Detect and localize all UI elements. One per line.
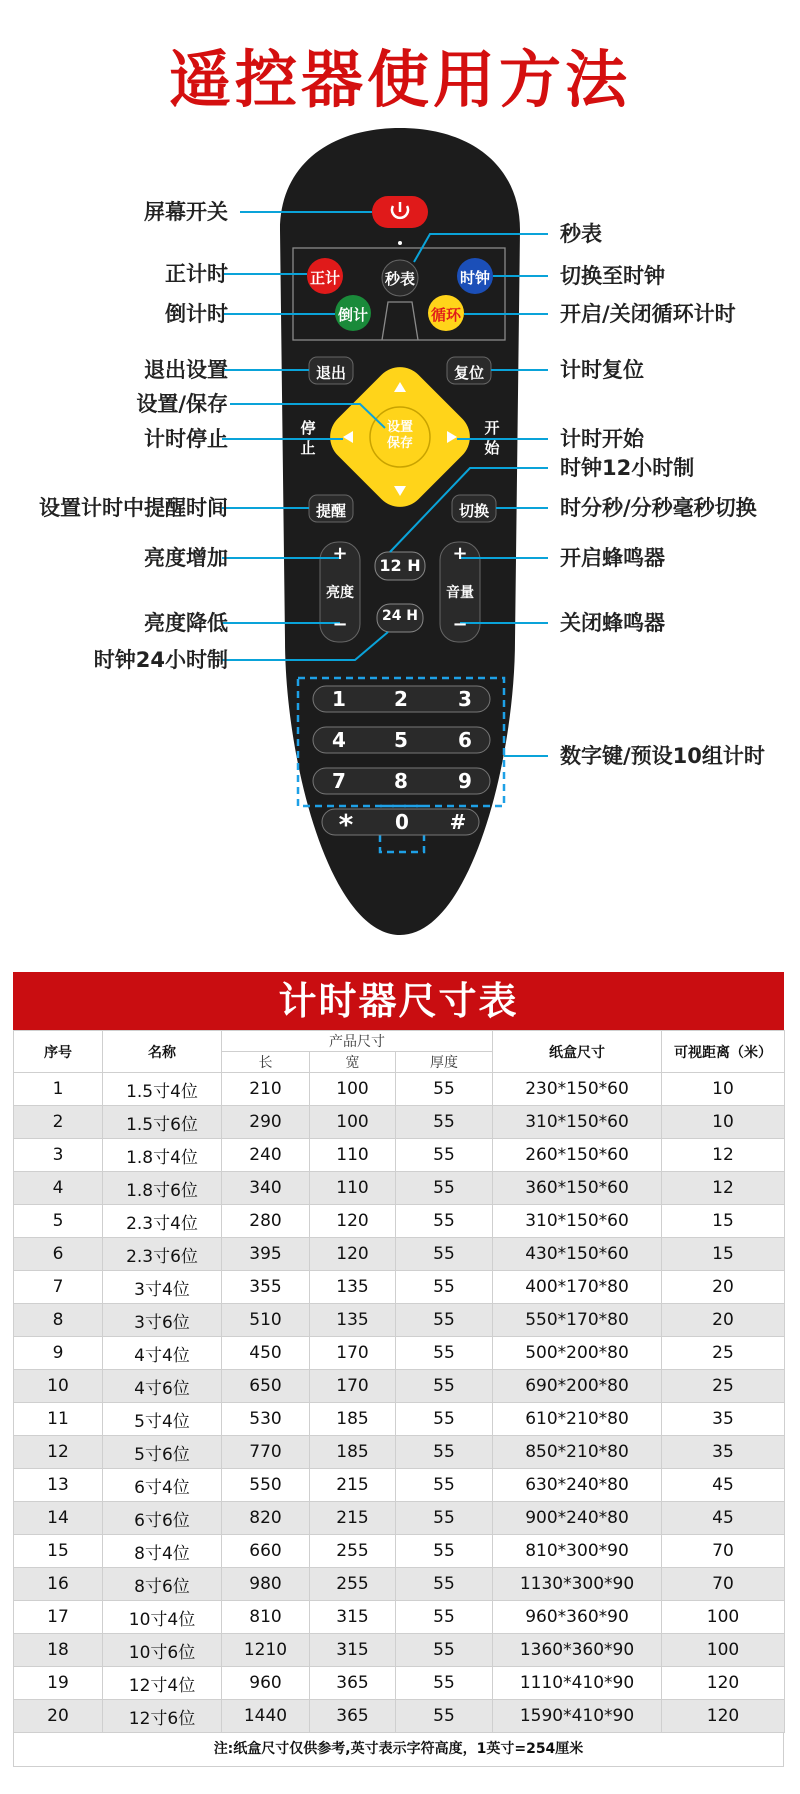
table-cell: 900*240*80 xyxy=(493,1502,662,1535)
table-cell: 230*150*60 xyxy=(493,1073,662,1106)
table-cell: 120 xyxy=(310,1205,396,1238)
table-cell: 14 xyxy=(14,1502,103,1535)
table-cell: 12寸4位 xyxy=(103,1667,222,1700)
key-6[interactable]: 6 xyxy=(458,728,472,752)
table-cell: 255 xyxy=(310,1568,396,1601)
label-clock: 切换至时钟 xyxy=(560,264,665,288)
table-cell: 355 xyxy=(222,1271,310,1304)
key-3[interactable]: 3 xyxy=(458,687,472,711)
table-cell: 630*240*80 xyxy=(493,1469,662,1502)
key-0[interactable]: 0 xyxy=(395,810,409,834)
label-exit: 退出设置 xyxy=(144,358,228,382)
table-cell: 5寸6位 xyxy=(103,1436,222,1469)
table-cell: 690*200*80 xyxy=(493,1370,662,1403)
table-cell: 1590*410*90 xyxy=(493,1700,662,1733)
table-cell: 550 xyxy=(222,1469,310,1502)
count-up-label[interactable]: 正计 xyxy=(309,269,340,287)
start-label[interactable] xyxy=(482,418,502,458)
stop-label[interactable] xyxy=(298,418,318,458)
label-numbers: 数字键/预设10组计时 xyxy=(560,744,765,768)
table-cell: 170 xyxy=(310,1370,396,1403)
table-cell: 315 xyxy=(310,1601,396,1634)
table-cell: 5寸4位 xyxy=(103,1403,222,1436)
key-7[interactable]: 7 xyxy=(332,769,346,793)
stop-line-2: 止 xyxy=(300,439,316,457)
table-cell: 45 xyxy=(662,1469,785,1502)
table-cell: 820 xyxy=(222,1502,310,1535)
key-2[interactable]: 2 xyxy=(394,687,408,711)
table-cell: 20 xyxy=(14,1700,103,1733)
table-row xyxy=(14,1469,785,1502)
label-set-save: 设置/保存 xyxy=(136,392,228,416)
table-cell: 45 xyxy=(662,1502,785,1535)
label-start: 计时开始 xyxy=(560,427,644,451)
table-cell: 55 xyxy=(396,1700,493,1733)
table-cell: 8寸4位 xyxy=(103,1535,222,1568)
table-cell: 13 xyxy=(14,1469,103,1502)
volume-plus[interactable]: + xyxy=(452,543,468,564)
remind-label[interactable]: 提醒 xyxy=(315,502,346,520)
table-cell: 135 xyxy=(310,1271,396,1304)
table-cell: 55 xyxy=(396,1568,493,1601)
header-box: 纸盒尺寸 xyxy=(493,1031,662,1073)
table-cell: 6寸4位 xyxy=(103,1469,222,1502)
h12-label[interactable]: 12 H xyxy=(379,556,421,575)
table-cell: 1110*410*90 xyxy=(493,1667,662,1700)
label-bright-down: 亮度降低 xyxy=(144,611,228,635)
table-cell: 215 xyxy=(310,1469,396,1502)
table-cell: 35 xyxy=(662,1436,785,1469)
key-hash[interactable]: # xyxy=(449,810,467,834)
brightness-label: 亮度 xyxy=(326,585,354,601)
stopwatch-label[interactable]: 秒表 xyxy=(384,270,415,288)
table-row xyxy=(14,1172,785,1205)
count-down-label[interactable]: 倒计 xyxy=(337,306,368,324)
switch-label[interactable]: 切换 xyxy=(458,502,489,520)
table-row xyxy=(14,1205,785,1238)
table-row xyxy=(14,1700,785,1733)
table-cell: 9 xyxy=(14,1337,103,1370)
table-cell: 10寸6位 xyxy=(103,1634,222,1667)
reset-label[interactable]: 复位 xyxy=(453,364,484,382)
table-cell: 10寸4位 xyxy=(103,1601,222,1634)
table-note: 注:纸盒尺寸仅供参考,英寸表示字符高度，1英寸=254厘米 xyxy=(13,1733,784,1767)
table-cell: 7 xyxy=(14,1271,103,1304)
table-cell: 215 xyxy=(310,1502,396,1535)
table-cell: 100 xyxy=(662,1634,785,1667)
volume-label: 音量 xyxy=(446,585,474,601)
table-cell: 660 xyxy=(222,1535,310,1568)
label-switch: 时分秒/分秒毫秒切换 xyxy=(560,496,757,520)
table-cell: 19 xyxy=(14,1667,103,1700)
table-cell: 55 xyxy=(396,1271,493,1304)
table-cell: 4 xyxy=(14,1172,103,1205)
label-remind: 设置计时中提醒时间 xyxy=(39,496,228,520)
table-cell: 1210 xyxy=(222,1634,310,1667)
header-thickness: 厚度 xyxy=(396,1052,493,1073)
table-cell: 55 xyxy=(396,1634,493,1667)
table-cell: 70 xyxy=(662,1568,785,1601)
table-cell: 1440 xyxy=(222,1700,310,1733)
table-cell: 1130*300*90 xyxy=(493,1568,662,1601)
label-buzzer-on: 开启蜂鸣器 xyxy=(560,546,665,570)
table-cell: 100 xyxy=(310,1073,396,1106)
table-title: 计时器尺寸表 xyxy=(13,972,784,1030)
label-stop: 计时停止 xyxy=(144,427,228,451)
exit-label[interactable]: 退出 xyxy=(315,364,346,382)
table-cell: 450 xyxy=(222,1337,310,1370)
table-cell: 10 xyxy=(14,1370,103,1403)
table-cell: 360*150*60 xyxy=(493,1172,662,1205)
table-row xyxy=(14,1634,785,1667)
table-cell: 55 xyxy=(396,1238,493,1271)
table-cell: 3寸4位 xyxy=(103,1271,222,1304)
table-cell: 55 xyxy=(396,1337,493,1370)
table-cell: 55 xyxy=(396,1469,493,1502)
table-cell: 55 xyxy=(396,1667,493,1700)
table-row xyxy=(14,1238,785,1271)
key-star[interactable]: * xyxy=(338,808,354,841)
table-cell: 18 xyxy=(14,1634,103,1667)
table-cell: 6寸6位 xyxy=(103,1502,222,1535)
table-cell: 25 xyxy=(662,1370,785,1403)
volume-minus[interactable]: − xyxy=(452,614,468,635)
label-count-down: 倒计时 xyxy=(165,302,228,326)
table-cell: 12 xyxy=(662,1139,785,1172)
label-stopwatch: 秒表 xyxy=(560,222,602,246)
table-cell: 280 xyxy=(222,1205,310,1238)
loop-label[interactable]: 循环 xyxy=(430,306,461,324)
key-8[interactable]: 8 xyxy=(394,769,408,793)
header-no: 序号 xyxy=(14,1031,103,1073)
table-cell: 810*300*90 xyxy=(493,1535,662,1568)
table-row xyxy=(14,1667,785,1700)
table-body xyxy=(14,1073,785,1733)
table-row xyxy=(14,1502,785,1535)
table-cell: 16 xyxy=(14,1568,103,1601)
table-cell: 500*200*80 xyxy=(493,1337,662,1370)
label-count-up: 正计时 xyxy=(165,262,228,286)
table-cell: 20 xyxy=(662,1271,785,1304)
table-cell: 55 xyxy=(396,1073,493,1106)
table-cell: 15 xyxy=(14,1535,103,1568)
table-cell: 1.5寸6位 xyxy=(103,1106,222,1139)
start-line-1: 开 xyxy=(484,419,500,437)
table-cell: 110 xyxy=(310,1172,396,1205)
table-cell: 55 xyxy=(396,1436,493,1469)
label-buzzer-off: 关闭蜂鸣器 xyxy=(560,611,665,635)
table-cell: 55 xyxy=(396,1304,493,1337)
key-1[interactable]: 1 xyxy=(332,687,346,711)
start-line-2: 始 xyxy=(484,439,500,457)
table-cell: 55 xyxy=(396,1535,493,1568)
table-cell: 4寸4位 xyxy=(103,1337,222,1370)
key-9[interactable]: 9 xyxy=(458,769,472,793)
label-power: 屏幕开关 xyxy=(144,200,228,224)
table-cell: 310*150*60 xyxy=(493,1205,662,1238)
table-row xyxy=(14,1535,785,1568)
table-cell: 6 xyxy=(14,1238,103,1271)
table-cell: 315 xyxy=(310,1634,396,1667)
table-cell: 120 xyxy=(310,1238,396,1271)
table-cell: 10 xyxy=(662,1106,785,1139)
table-cell: 55 xyxy=(396,1139,493,1172)
table-row xyxy=(14,1601,785,1634)
table-cell: 4寸6位 xyxy=(103,1370,222,1403)
table-cell: 240 xyxy=(222,1139,310,1172)
set-save-label[interactable] xyxy=(380,420,420,452)
table-cell: 8寸6位 xyxy=(103,1568,222,1601)
table-row xyxy=(14,1304,785,1337)
table-cell: 810 xyxy=(222,1601,310,1634)
table-cell: 110 xyxy=(310,1139,396,1172)
table-row xyxy=(14,1337,785,1370)
table-cell: 55 xyxy=(396,1403,493,1436)
table-cell: 430*150*60 xyxy=(493,1238,662,1271)
table-cell: 3 xyxy=(14,1139,103,1172)
size-table xyxy=(13,972,784,1767)
header-product-size: 产品尺寸 xyxy=(222,1031,493,1052)
table-cell: 530 xyxy=(222,1403,310,1436)
table-cell: 1360*360*90 xyxy=(493,1634,662,1667)
label-h24: 时钟24小时制 xyxy=(93,648,228,672)
table-cell: 650 xyxy=(222,1370,310,1403)
table-cell: 10 xyxy=(662,1073,785,1106)
table-cell: 1.8寸6位 xyxy=(103,1172,222,1205)
table-cell: 25 xyxy=(662,1337,785,1370)
table-cell: 55 xyxy=(396,1370,493,1403)
table-cell: 260*150*60 xyxy=(493,1139,662,1172)
table-cell: 11 xyxy=(14,1403,103,1436)
key-5[interactable]: 5 xyxy=(394,728,408,752)
table-cell: 100 xyxy=(310,1106,396,1139)
table-cell: 365 xyxy=(310,1667,396,1700)
table-row xyxy=(14,1436,785,1469)
table-cell: 2.3寸6位 xyxy=(103,1238,222,1271)
table-cell: 8 xyxy=(14,1304,103,1337)
table-cell: 2.3寸4位 xyxy=(103,1205,222,1238)
table-cell: 1.5寸4位 xyxy=(103,1073,222,1106)
stop-line-1: 停 xyxy=(300,419,316,437)
table-row xyxy=(14,1568,785,1601)
label-reset: 计时复位 xyxy=(560,358,644,382)
table-cell: 15 xyxy=(662,1238,785,1271)
table-cell: 365 xyxy=(310,1700,396,1733)
table-cell: 70 xyxy=(662,1535,785,1568)
table-cell: 310*150*60 xyxy=(493,1106,662,1139)
table-cell: 55 xyxy=(396,1172,493,1205)
table-cell: 17 xyxy=(14,1601,103,1634)
table-row xyxy=(14,1073,785,1106)
table-cell: 395 xyxy=(222,1238,310,1271)
table-cell: 185 xyxy=(310,1436,396,1469)
table-cell: 550*170*80 xyxy=(493,1304,662,1337)
page-title: 遥控器使用方法 xyxy=(168,43,631,116)
table-cell: 770 xyxy=(222,1436,310,1469)
table-cell: 980 xyxy=(222,1568,310,1601)
brightness-minus[interactable]: − xyxy=(332,614,348,635)
table-row xyxy=(14,1139,785,1172)
table-cell: 120 xyxy=(662,1667,785,1700)
table-cell: 12 xyxy=(14,1436,103,1469)
table-cell: 610*210*80 xyxy=(493,1403,662,1436)
table-cell: 55 xyxy=(396,1205,493,1238)
table-cell: 960 xyxy=(222,1667,310,1700)
table-cell: 20 xyxy=(662,1304,785,1337)
table-row xyxy=(14,1403,785,1436)
table-cell: 12寸6位 xyxy=(103,1700,222,1733)
table-cell: 960*360*90 xyxy=(493,1601,662,1634)
table-cell: 55 xyxy=(396,1601,493,1634)
table-row xyxy=(14,1271,785,1304)
table-cell: 1 xyxy=(14,1073,103,1106)
table-cell: 5 xyxy=(14,1205,103,1238)
table-cell: 1.8寸4位 xyxy=(103,1139,222,1172)
table-cell: 290 xyxy=(222,1106,310,1139)
table-row xyxy=(14,1370,785,1403)
header-width: 宽 xyxy=(310,1052,396,1073)
label-h12: 时钟12小时制 xyxy=(560,456,695,480)
table-cell: 255 xyxy=(310,1535,396,1568)
table-cell: 55 xyxy=(396,1502,493,1535)
table-cell: 120 xyxy=(662,1700,785,1733)
header-name: 名称 xyxy=(103,1031,222,1073)
table-cell: 400*170*80 xyxy=(493,1271,662,1304)
table-cell: 3寸6位 xyxy=(103,1304,222,1337)
table-cell: 850*210*80 xyxy=(493,1436,662,1469)
label-bright-up: 亮度增加 xyxy=(144,546,228,570)
table-cell: 510 xyxy=(222,1304,310,1337)
table-cell: 100 xyxy=(662,1601,785,1634)
h24-label[interactable]: 24 H xyxy=(381,608,419,624)
key-4[interactable]: 4 xyxy=(332,728,346,752)
table-cell: 2 xyxy=(14,1106,103,1139)
table-cell: 12 xyxy=(662,1172,785,1205)
table-cell: 340 xyxy=(222,1172,310,1205)
set-save-line-2: 保存 xyxy=(386,436,413,451)
table-cell: 35 xyxy=(662,1403,785,1436)
table-cell: 15 xyxy=(662,1205,785,1238)
clock-label[interactable]: 时钟 xyxy=(459,269,490,287)
table-cell: 55 xyxy=(396,1106,493,1139)
header-length: 长 xyxy=(222,1052,310,1073)
table-cell: 135 xyxy=(310,1304,396,1337)
table-cell: 210 xyxy=(222,1073,310,1106)
table-row xyxy=(14,1106,785,1139)
header-distance: 可视距离（米） xyxy=(662,1031,785,1073)
brightness-plus[interactable]: + xyxy=(332,543,348,564)
label-loop: 开启/关闭循环计时 xyxy=(560,302,736,326)
table-cell: 170 xyxy=(310,1337,396,1370)
table-cell: 185 xyxy=(310,1403,396,1436)
set-save-line-1: 设置 xyxy=(386,420,413,435)
